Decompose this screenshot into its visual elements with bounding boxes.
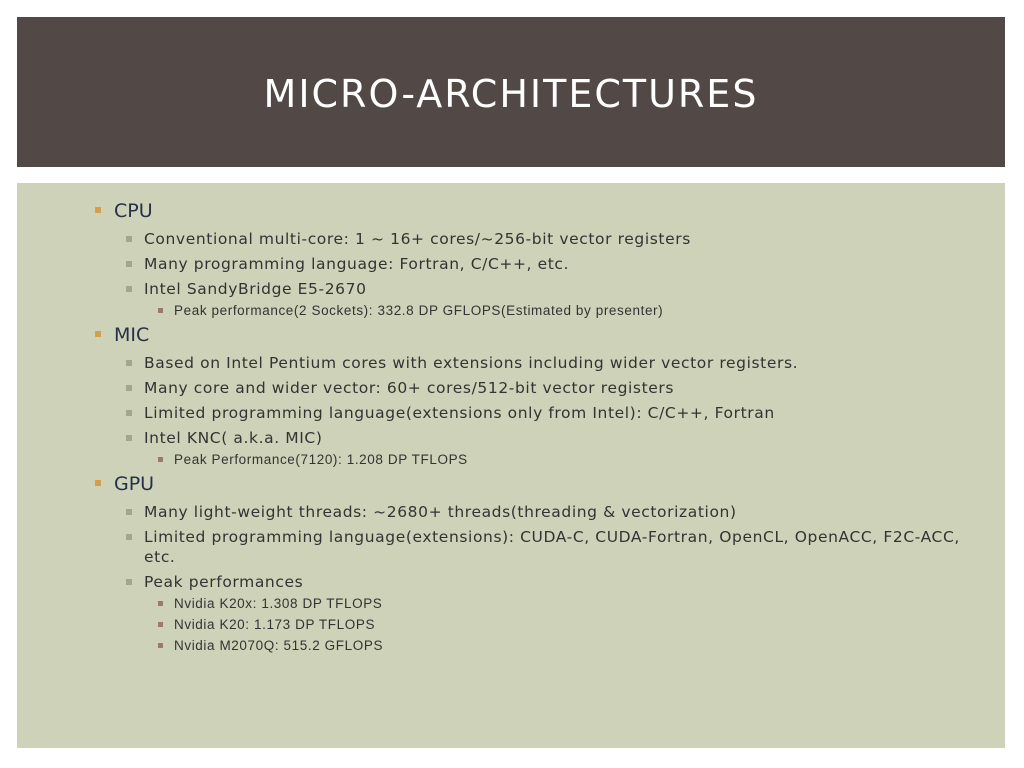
list-item [156,595,985,613]
square-bullet-icon [158,622,163,627]
content-panel [17,183,1005,748]
list-item [126,428,985,469]
list-item [156,451,985,469]
square-bullet-icon [126,236,132,242]
square-bullet-icon [158,308,163,313]
list-item [126,229,985,249]
section-label: CPU [114,200,153,222]
section-cpu [95,198,985,320]
list-item-text: Intel KNC( a.k.a. MIC) [144,429,323,447]
section-gpu [95,471,985,655]
list-item [126,378,985,398]
sub-list [126,502,985,655]
list-item-text: Many programming language: Fortran, C/C++, etc. [144,255,570,273]
list-item-text: Many light-weight threads: ~2680+ threads(threading & vectorization) [144,503,737,521]
sub-sub-list [156,451,985,469]
list-item [126,403,985,423]
list-item-text: Conventional multi-core: 1 ~ 16+ cores/~256-bit vector registers [144,230,691,248]
square-bullet-icon [158,457,163,462]
list-item-text: Nvidia K20x: 1.308 DP TFLOPS [174,596,383,611]
square-bullet-icon [158,601,163,606]
list-item [126,502,985,522]
sub-list [126,353,985,469]
square-bullet-icon [126,435,132,441]
square-bullet-icon [126,534,132,540]
list-item-text: Limited programming language(extensions only from Intel): C/C++, Fortran [144,404,775,422]
square-bullet-icon [126,360,132,366]
square-bullet-icon [126,410,132,416]
list-item [156,616,985,634]
section-label: MIC [114,324,150,346]
section-mic [95,322,985,469]
list-item-text: Based on Intel Pentium cores with extensions including wider vector registers. [144,354,799,372]
list-item [126,527,985,567]
list-item-text: Nvidia K20: 1.173 DP TFLOPS [174,617,376,632]
list-item [126,279,985,320]
list-item [126,572,985,655]
list-item-text: Peak performances [144,573,304,591]
list-item-text: Limited programming language(extensions): CUDA-C, CUDA-Fortran, OpenCL, OpenACC, F2C-ACC, etc. [144,528,960,566]
sub-list [126,229,985,320]
list-item-text: Intel SandyBridge E5-2670 [144,280,367,298]
square-bullet-icon [95,331,101,337]
square-bullet-icon [126,385,132,391]
square-bullet-icon [126,579,132,585]
square-bullet-icon [95,480,101,486]
square-bullet-icon [126,286,132,292]
slide-title: MICRO-ARCHITECTURES [263,72,759,116]
sub-sub-list [156,595,985,655]
list-item-text: Many core and wider vector: 60+ cores/512-bit vector registers [144,379,675,397]
list-item [156,637,985,655]
bullet-list [95,198,985,655]
square-bullet-icon [126,509,132,515]
list-item-text: Peak performance(2 Sockets): 332.8 DP GFLOPS(Estimated by presenter) [174,303,664,318]
square-bullet-icon [126,261,132,267]
list-item-text: Peak Performance(7120): 1.208 DP TFLOPS [174,452,468,467]
title-bar [17,17,1005,167]
list-item-text: Nvidia M2070Q: 515.2 GFLOPS [174,638,384,653]
section-label: GPU [114,473,155,495]
square-bullet-icon [95,207,101,213]
square-bullet-icon [158,643,163,648]
list-item [156,302,985,320]
list-item [126,254,985,274]
list-item [126,353,985,373]
sub-sub-list [156,302,985,320]
